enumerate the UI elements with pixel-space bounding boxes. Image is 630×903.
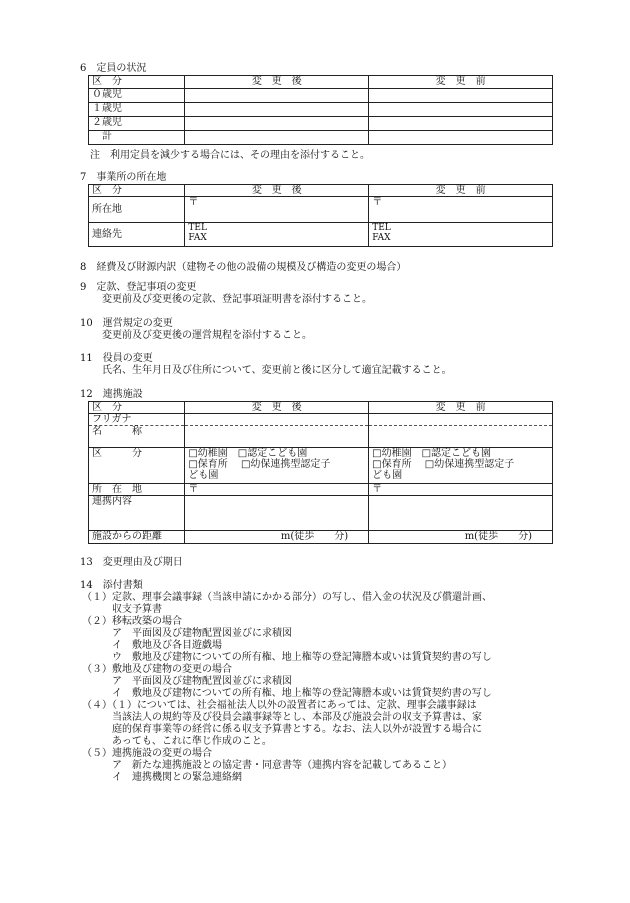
header-before: 変 更 前 bbox=[369, 76, 553, 89]
option-line[interactable]: □幼稚園 □認定こども園 bbox=[372, 448, 492, 459]
section-10-body: 変更前及び変更後の運営規程を添付すること。 bbox=[102, 330, 312, 341]
tel-label: TEL bbox=[372, 223, 391, 233]
header-after: 変 更 後 bbox=[185, 185, 369, 197]
attachment-line: ア 平面図及び建物配置図並びに求積図 bbox=[82, 628, 292, 639]
header-kubun: 区 分 bbox=[89, 402, 185, 414]
cell[interactable] bbox=[369, 117, 553, 131]
capacity-table bbox=[88, 75, 553, 145]
row-label-contact: 連絡先 bbox=[89, 223, 185, 247]
attachment-line: （２）移転改築の場合 bbox=[82, 616, 182, 627]
name-before[interactable] bbox=[369, 426, 553, 448]
attachment-line: イ 敷地及び各目遊戯場 bbox=[82, 640, 222, 651]
furigana-before[interactable] bbox=[369, 414, 553, 426]
kubun-after[interactable] bbox=[185, 448, 369, 484]
address-before[interactable] bbox=[369, 484, 553, 496]
attachment-line: （４）（１）については、社会福祉法人以外の設置者にあっては、定款、理事会議事録は bbox=[82, 700, 477, 711]
section-7-heading: 7 事業所の所在地 bbox=[80, 172, 167, 183]
postal-mark: 〒 bbox=[188, 197, 199, 208]
attachment-line: （３）敷地及び建物の変更の場合 bbox=[82, 664, 232, 675]
location-table bbox=[88, 184, 553, 247]
row-label-content: 連携内容 bbox=[89, 496, 185, 531]
cell[interactable] bbox=[369, 103, 553, 117]
postal-mark: 〒 bbox=[372, 197, 383, 208]
attachment-line: ウ 敷地及び建物についての所有権、地上権等の登記簿謄本或いは賃貸契約書の写し bbox=[82, 652, 492, 663]
attachment-line: ア 新たな連携施設との協定書・同意書等（連携内容を記載してあること） bbox=[82, 760, 452, 771]
cell[interactable] bbox=[369, 89, 553, 103]
option-line[interactable]: □保育所 □幼保連携型認定子 bbox=[188, 459, 331, 470]
section-10-heading: 10 運営規定の変更 bbox=[80, 318, 173, 329]
section-8-heading: 8 経費及び財源内訳（建物その他の設備の規模及び構造の変更の場合） bbox=[80, 262, 407, 273]
address-after[interactable] bbox=[185, 484, 369, 496]
option-line[interactable]: □保育所 □幼保連携型認定子 bbox=[372, 459, 515, 470]
postal-after[interactable] bbox=[185, 197, 369, 223]
attachment-list bbox=[82, 592, 492, 784]
attachment-line: 庭的保育事業等の経営に係る収支予算書とする。なお、法人以外が設置する場合に bbox=[82, 724, 482, 735]
section-9-heading: 9 定款、登記事項の変更 bbox=[80, 282, 197, 293]
row-label-address: 所 在 地 bbox=[89, 484, 185, 496]
option-line: ども園 bbox=[188, 470, 219, 481]
cell[interactable] bbox=[185, 103, 369, 117]
row-label: １歳児 bbox=[89, 103, 185, 117]
section-12-heading: 12 連携施設 bbox=[80, 389, 143, 400]
section-6-note: 注 利用定員を減少する場合には、その理由を添付すること。 bbox=[90, 150, 370, 161]
header-before: 変 更 前 bbox=[369, 402, 553, 414]
option-line[interactable]: □幼稚園 □認定こども園 bbox=[188, 448, 308, 459]
row-label: ２歳児 bbox=[89, 117, 185, 131]
distance-before[interactable]: m(徒歩 分) bbox=[369, 531, 553, 544]
fax-label: FAX bbox=[372, 233, 391, 243]
section-9-body: 変更前及び変更後の定款、登記事項証明書を添付すること。 bbox=[102, 294, 372, 305]
cell[interactable] bbox=[185, 131, 369, 145]
postal-before[interactable] bbox=[369, 197, 553, 223]
kubun-before[interactable] bbox=[369, 448, 553, 484]
row-label-furigana: フリガナ bbox=[89, 414, 185, 426]
section-13-heading: 13 変更理由及び期日 bbox=[80, 557, 183, 568]
section-6-heading: 6 定員の状況 bbox=[80, 63, 147, 74]
cell[interactable] bbox=[369, 131, 553, 145]
name-after[interactable] bbox=[185, 426, 369, 448]
option-line: ども園 bbox=[372, 470, 403, 481]
header-kubun: 区 分 bbox=[89, 185, 185, 197]
postal-mark: 〒 bbox=[188, 484, 199, 495]
attachment-line: あっても、これに準じ作成のこと。 bbox=[82, 736, 272, 747]
attachment-line: 当該法人の規約等及び役員会議事録等とし、本部及び施設会計の収支予算書は、家 bbox=[82, 712, 482, 723]
partner-facility-table bbox=[88, 401, 553, 544]
attachment-line: イ 敷地及び建物についての所有権、地上権等の登記簿謄本或いは賃貸契約書の写し bbox=[82, 688, 492, 699]
attachment-line: （１）定款、理事会議事録（当該申請にかかる部分）の写し、借入金の状況及び償還計画、 bbox=[82, 592, 492, 603]
row-label-kubun: 区 分 bbox=[89, 448, 185, 484]
distance-after[interactable]: m(徒歩 分) bbox=[185, 531, 369, 544]
furigana-after[interactable] bbox=[185, 414, 369, 426]
section-11-heading: 11 役員の変更 bbox=[80, 353, 153, 364]
fax-label: FAX bbox=[188, 233, 207, 243]
tel-label: TEL bbox=[188, 223, 207, 233]
postal-mark: 〒 bbox=[372, 484, 383, 495]
contact-after[interactable] bbox=[185, 223, 369, 247]
attachment-line: 収支予算書 bbox=[82, 604, 162, 615]
row-label: 計 bbox=[89, 131, 185, 145]
section-14-heading: 14 添付書類 bbox=[80, 580, 143, 591]
attachment-line: イ 連携機関との緊急連絡網 bbox=[82, 772, 242, 783]
content-after[interactable] bbox=[185, 496, 369, 531]
header-kubun: 区 分 bbox=[89, 76, 185, 89]
contact-before[interactable] bbox=[369, 223, 553, 247]
cell[interactable] bbox=[185, 117, 369, 131]
header-after: 変 更 後 bbox=[185, 76, 369, 89]
section-11-body: 氏名、生年月日及び住所について、変更前と後に区分して適宜記載すること。 bbox=[102, 365, 452, 376]
attachment-line: （５）連携施設の変更の場合 bbox=[82, 748, 212, 759]
header-after: 変 更 後 bbox=[185, 402, 369, 414]
header-before: 変 更 前 bbox=[369, 185, 553, 197]
row-label-distance: 施設からの距離 bbox=[89, 531, 185, 544]
row-label: ０歳児 bbox=[89, 89, 185, 103]
attachment-line: ア 平面図及び建物配置図並びに求積図 bbox=[82, 676, 292, 687]
content-before[interactable] bbox=[369, 496, 553, 531]
row-label-address: 所在地 bbox=[89, 197, 185, 223]
cell[interactable] bbox=[185, 89, 369, 103]
row-label-name: 名 称 bbox=[89, 426, 185, 448]
